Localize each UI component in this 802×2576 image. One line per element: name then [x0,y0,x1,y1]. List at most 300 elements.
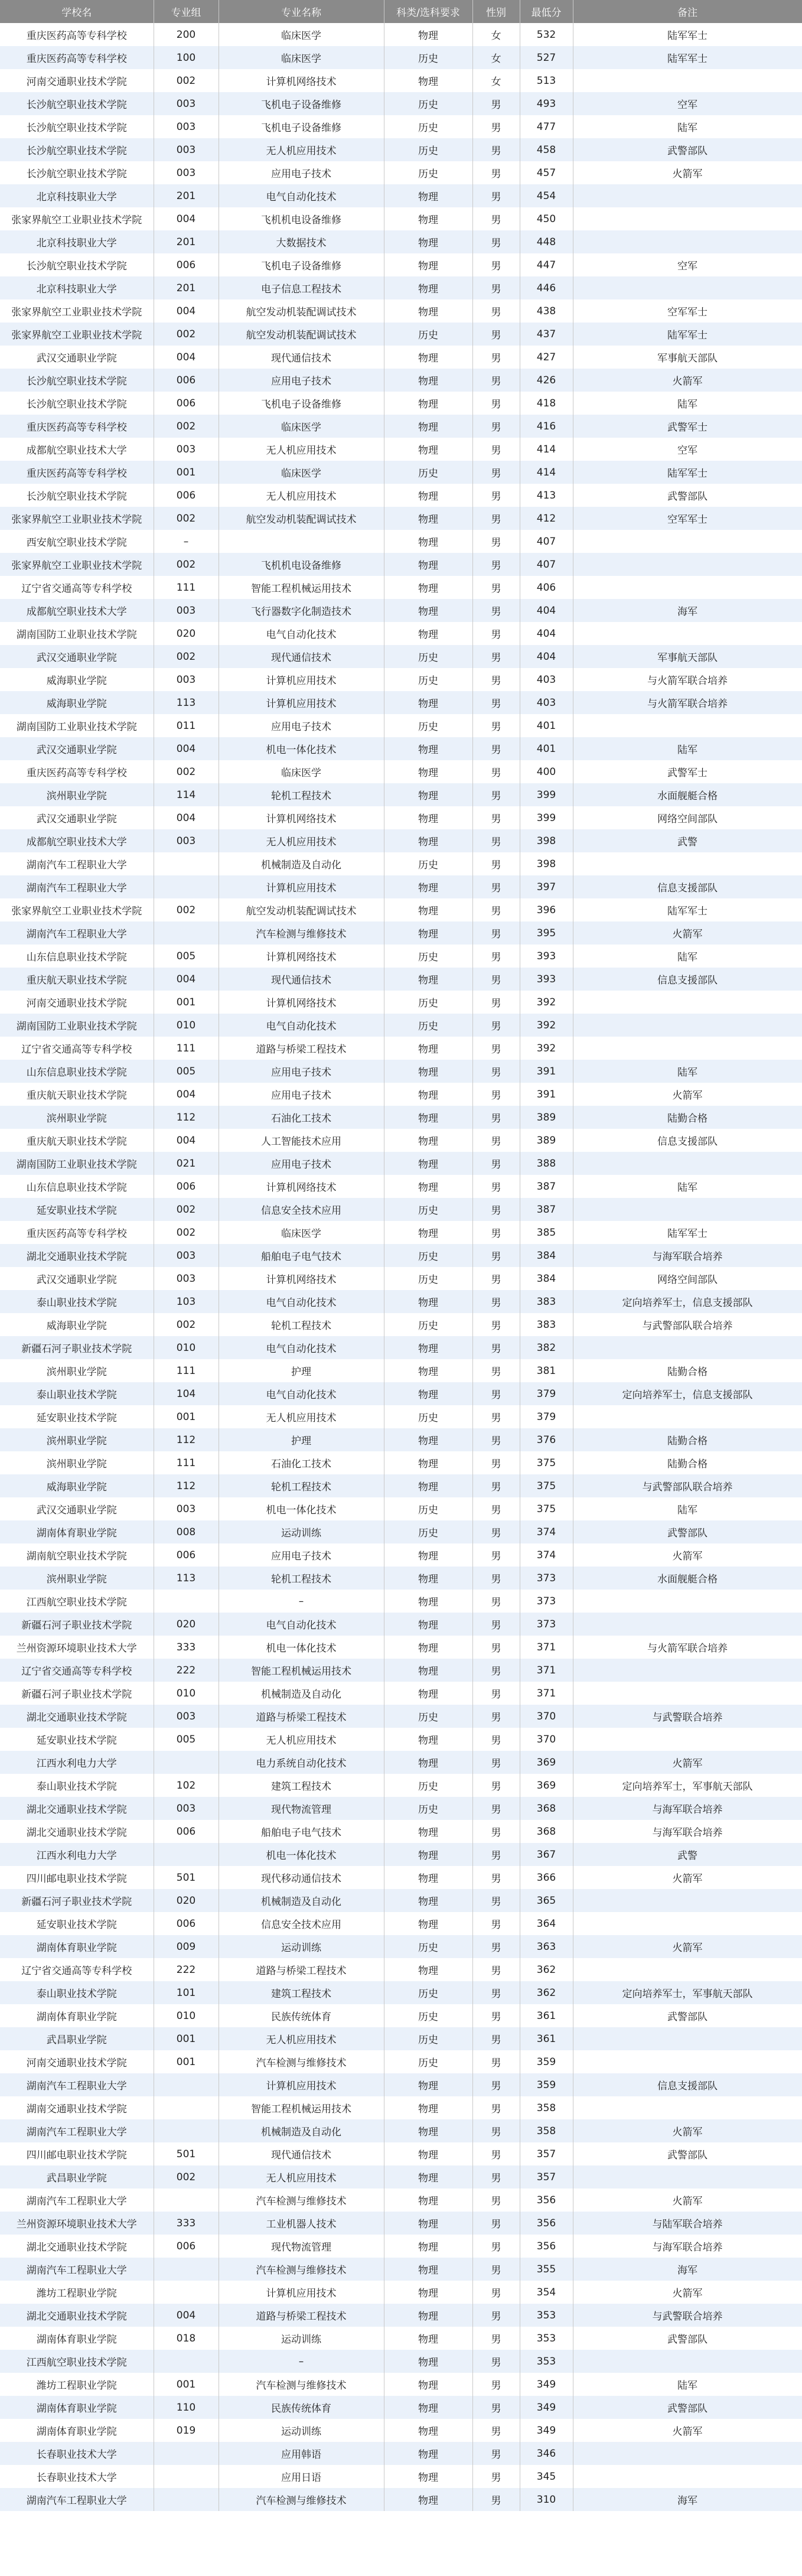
school-cell: 山东信息职业技术学院 [0,945,154,968]
school-cell: 滨州职业学院 [0,783,154,806]
gender-cell: 男 [472,115,520,138]
min-score-cell: 404 [520,599,573,622]
notes-cell: 与火箭军联合培养 [573,691,802,714]
gender-cell: 男 [472,1774,520,1797]
gender-cell: 男 [472,299,520,323]
gender-cell: 男 [472,2442,520,2465]
group-cell [154,2073,219,2096]
table-row [0,1774,802,1797]
subject-cell: 物理 [384,1175,472,1198]
table-row [0,2027,802,2050]
gender-cell: 男 [472,1152,520,1175]
min-score-cell: 395 [520,921,573,945]
gender-cell: 男 [472,2235,520,2258]
subject-cell: 物理 [384,1659,472,1682]
group-cell: 501 [154,2142,219,2165]
min-score-cell: 391 [520,1083,573,1106]
major-cell: 飞机电子设备维修 [219,253,384,276]
major-cell: 汽车检测与维修技术 [219,2373,384,2396]
group-cell: 005 [154,1060,219,1083]
min-score-cell: 373 [520,1567,573,1590]
major-cell: 民族传统体育 [219,2004,384,2027]
school-cell: 滨州职业学院 [0,1451,154,1474]
notes-cell [573,69,802,92]
table-row [0,507,802,530]
major-cell: 飞机电子设备维修 [219,92,384,115]
min-score-cell: 359 [520,2050,573,2073]
subject-cell: 物理 [384,2350,472,2373]
gender-cell: 男 [472,1820,520,1843]
school-cell: 长春职业技术大学 [0,2442,154,2465]
major-cell: 应用电子技术 [219,1083,384,1106]
major-cell: 道路与桥梁工程技术 [219,1958,384,1981]
subject-cell: 物理 [384,2304,472,2327]
min-score-cell: 363 [520,1935,573,1958]
min-score-cell: 426 [520,369,573,392]
table-row [0,2119,802,2142]
subject-cell: 物理 [384,1912,472,1935]
school-cell: 湖南交通职业技术学院 [0,2096,154,2119]
school-cell: 兰州资源环境职业技术大学 [0,2212,154,2235]
min-score-cell: 375 [520,1497,573,1520]
table-row [0,645,802,668]
table-row [0,1175,802,1198]
table-row [0,1037,802,1060]
table-row [0,1935,802,1958]
notes-cell: 火箭军 [573,369,802,392]
gender-cell: 女 [472,46,520,69]
subject-cell: 物理 [384,184,472,207]
group-cell: 201 [154,276,219,299]
table-row [0,1152,802,1175]
table-row [0,2096,802,2119]
subject-cell: 物理 [384,1843,472,1866]
table-row [0,968,802,991]
group-cell: 333 [154,1636,219,1659]
school-cell: 威海职业学院 [0,668,154,691]
gender-cell: 女 [472,23,520,46]
notes-cell: 武警部队 [573,138,802,161]
school-cell: 山东信息职业技术学院 [0,1175,154,1198]
school-cell: 新疆石河子职业技术学院 [0,1682,154,1705]
notes-cell: 与陆军联合培养 [573,2212,802,2235]
notes-cell: 火箭军 [573,2189,802,2212]
notes-cell [573,230,802,253]
subject-cell: 历史 [384,1797,472,1820]
subject-cell: 物理 [384,1682,472,1705]
table-row [0,2373,802,2396]
notes-cell [573,553,802,576]
notes-cell [573,1037,802,1060]
subject-cell: 物理 [384,1083,472,1106]
min-score-cell: 364 [520,1912,573,1935]
gender-cell: 男 [472,622,520,645]
table-row [0,253,802,276]
min-score-cell: 401 [520,737,573,760]
subject-cell: 物理 [384,829,472,852]
group-cell: 003 [154,829,219,852]
table-row [0,1590,802,1613]
table-row [0,599,802,622]
group-cell: 004 [154,968,219,991]
school-cell: 湖南汽车工程职业大学 [0,875,154,898]
subject-cell: 物理 [384,553,472,576]
notes-cell: 火箭军 [573,1083,802,1106]
min-score-cell: 388 [520,1152,573,1175]
table-row [0,1636,802,1659]
group-cell: 111 [154,576,219,599]
school-cell: 山东信息职业技术学院 [0,1060,154,1083]
gender-cell: 男 [472,2189,520,2212]
notes-cell: 陆勤合格 [573,1106,802,1129]
group-cell: 201 [154,184,219,207]
min-score-cell: 368 [520,1797,573,1820]
notes-cell: 武警部队 [573,2327,802,2350]
table-row [0,622,802,645]
school-cell: 新疆石河子职业技术学院 [0,1613,154,1636]
gender-cell: 男 [472,161,520,184]
gender-cell: 男 [472,1567,520,1590]
major-cell: 机械制造及自动化 [219,852,384,875]
gender-cell: 男 [472,2350,520,2373]
subject-cell: 物理 [384,438,472,461]
gender-cell: 男 [472,945,520,968]
gender-cell: 男 [472,530,520,553]
school-cell: 张家界航空工业职业技术学院 [0,507,154,530]
gender-cell: 男 [472,1336,520,1359]
group-cell: 008 [154,1520,219,1543]
gender-cell: 男 [472,207,520,230]
major-cell: 汽车检测与维修技术 [219,2189,384,2212]
table-row [0,2004,802,2027]
table-row [0,875,802,898]
min-score-cell: 392 [520,991,573,1014]
table-row [0,392,802,415]
min-score-cell: 412 [520,507,573,530]
notes-cell: 陆军 [573,1175,802,1198]
group-cell [154,2189,219,2212]
school-cell: 河南交通职业技术学院 [0,2050,154,2073]
major-cell: 计算机网络技术 [219,69,384,92]
subject-cell: 物理 [384,2142,472,2165]
min-score-cell: 448 [520,230,573,253]
table-row [0,1221,802,1244]
group-cell [154,852,219,875]
school-cell: 长沙航空职业技术学院 [0,92,154,115]
gender-cell: 男 [472,392,520,415]
major-cell: 应用电子技术 [219,369,384,392]
table-row [0,2281,802,2304]
min-score-cell: 447 [520,253,573,276]
major-cell: – [219,2350,384,2373]
group-cell: 003 [154,1497,219,1520]
school-cell: 辽宁省交通高等专科学校 [0,1037,154,1060]
notes-cell: 与海军联合培养 [573,2235,802,2258]
major-cell: 应用电子技术 [219,714,384,737]
group-cell: 004 [154,299,219,323]
group-cell: 004 [154,346,219,369]
gender-cell: 男 [472,2050,520,2073]
subject-cell: 物理 [384,1037,472,1060]
subject-cell: 历史 [384,1198,472,1221]
table-row [0,1451,802,1474]
table-row [0,1359,802,1382]
group-cell: 110 [154,2396,219,2419]
gender-cell: 男 [472,1037,520,1060]
major-cell: 无人机应用技术 [219,484,384,507]
min-score-cell: 369 [520,1751,573,1774]
gender-cell: 男 [472,2488,520,2511]
table-row [0,1014,802,1037]
notes-cell: 与武警部队联合培养 [573,1474,802,1497]
subject-cell: 物理 [384,1336,472,1359]
notes-cell [573,2027,802,2050]
min-score-cell: 362 [520,1958,573,1981]
table-row [0,1820,802,1843]
gender-cell: 男 [472,1083,520,1106]
group-cell: 006 [154,1820,219,1843]
group-cell: 002 [154,2165,219,2189]
min-score-cell: 396 [520,898,573,921]
major-cell: 电气自动化技术 [219,1382,384,1405]
gender-cell: 男 [472,276,520,299]
gender-cell: 男 [472,2027,520,2050]
notes-cell [573,184,802,207]
major-cell: 石油化工技术 [219,1451,384,1474]
notes-cell: 信息支援部队 [573,2073,802,2096]
min-score-cell: 371 [520,1636,573,1659]
subject-cell: 物理 [384,599,472,622]
major-cell: 民族传统体育 [219,2396,384,2419]
school-cell: 武汉交通职业学院 [0,1497,154,1520]
min-score-cell: 349 [520,2373,573,2396]
min-score-cell: 414 [520,461,573,484]
notes-cell: 空军 [573,92,802,115]
gender-cell: 男 [472,1359,520,1382]
group-cell: 003 [154,115,219,138]
gender-cell: 男 [472,1129,520,1152]
notes-cell: 火箭军 [573,1935,802,1958]
major-cell: 计算机网络技术 [219,991,384,1014]
subject-cell: 物理 [384,875,472,898]
subject-cell: 物理 [384,1451,472,1474]
subject-cell: 历史 [384,645,472,668]
group-cell: 002 [154,553,219,576]
gender-cell: 男 [472,760,520,783]
group-cell: 100 [154,46,219,69]
group-cell: 006 [154,253,219,276]
group-cell [154,1843,219,1866]
table-row [0,115,802,138]
subject-cell: 物理 [384,507,472,530]
major-cell: 现代通信技术 [219,2142,384,2165]
group-cell: 018 [154,2327,219,2350]
notes-cell: 陆军 [573,737,802,760]
major-cell: 航空发动机装配调试技术 [219,299,384,323]
group-cell [154,2096,219,2119]
notes-cell: 与火箭军联合培养 [573,668,802,691]
gender-cell: 男 [472,1060,520,1083]
min-score-cell: 361 [520,2027,573,2050]
notes-cell [573,1590,802,1613]
group-cell: 004 [154,806,219,829]
group-cell: 002 [154,760,219,783]
group-cell: 003 [154,1267,219,1290]
gender-cell: 男 [472,991,520,1014]
gender-cell: 男 [472,2419,520,2442]
school-cell: 湖北交通职业技术学院 [0,1797,154,1820]
min-score-cell: 362 [520,1981,573,2004]
table-row [0,1198,802,1221]
table-row [0,1520,802,1543]
table-row [0,921,802,945]
subject-cell: 历史 [384,1935,472,1958]
table-row [0,346,802,369]
table-row [0,1106,802,1129]
gender-cell: 男 [472,415,520,438]
min-score-cell: 389 [520,1106,573,1129]
table-row [0,1797,802,1820]
table-row [0,369,802,392]
subject-cell: 历史 [384,1981,472,2004]
header-major: 专业名称 [219,0,384,23]
subject-cell: 物理 [384,1106,472,1129]
school-cell: 湖南体育职业学院 [0,2396,154,2419]
major-cell: 船舶电子电气技术 [219,1820,384,1843]
group-cell [154,875,219,898]
major-cell: 建筑工程技术 [219,1774,384,1797]
gender-cell: 男 [472,599,520,622]
notes-cell: 陆军军士 [573,1221,802,1244]
min-score-cell: 356 [520,2235,573,2258]
major-cell: 无人机应用技术 [219,1405,384,1428]
subject-cell: 物理 [384,2189,472,2212]
group-cell: 002 [154,1221,219,1244]
notes-cell [573,207,802,230]
school-cell: 滨州职业学院 [0,1567,154,1590]
group-cell: 004 [154,1083,219,1106]
min-score-cell: 446 [520,276,573,299]
gender-cell: 男 [472,1474,520,1497]
notes-cell: 与武警联合培养 [573,2304,802,2327]
subject-cell: 物理 [384,576,472,599]
notes-cell: 陆军 [573,2373,802,2396]
gender-cell: 男 [472,253,520,276]
table-row [0,898,802,921]
group-cell: 003 [154,138,219,161]
school-cell: 湖南汽车工程职业大学 [0,2073,154,2096]
subject-cell: 物理 [384,207,472,230]
group-cell: 004 [154,737,219,760]
table-row [0,46,802,69]
school-cell: 湖南体育职业学院 [0,2327,154,2350]
gender-cell: 男 [472,921,520,945]
group-cell: 003 [154,438,219,461]
major-cell: 石油化工技术 [219,1106,384,1129]
min-score-cell: 379 [520,1405,573,1428]
notes-cell: 空军军士 [573,507,802,530]
table-row [0,1659,802,1682]
min-score-cell: 353 [520,2304,573,2327]
subject-cell: 物理 [384,2373,472,2396]
group-cell [154,921,219,945]
gender-cell: 男 [472,1497,520,1520]
header-gender: 性别 [472,0,520,23]
table-row [0,23,802,46]
notes-cell: 火箭军 [573,2281,802,2304]
min-score-cell: 375 [520,1474,573,1497]
gender-cell: 男 [472,461,520,484]
subject-cell: 物理 [384,1129,472,1152]
group-cell: 103 [154,1290,219,1313]
table-row [0,2189,802,2212]
subject-cell: 物理 [384,2327,472,2350]
group-cell: 006 [154,392,219,415]
school-cell: 湖南汽车工程职业大学 [0,2258,154,2281]
table-row [0,1613,802,1636]
major-cell: 智能工程机械运用技术 [219,576,384,599]
subject-cell: 物理 [384,691,472,714]
major-cell: 应用韩语 [219,2442,384,2465]
subject-cell: 物理 [384,299,472,323]
major-cell: 临床医学 [219,461,384,484]
gender-cell: 男 [472,668,520,691]
subject-cell: 物理 [384,392,472,415]
school-cell: 湖北交通职业技术学院 [0,2235,154,2258]
min-score-cell: 414 [520,438,573,461]
group-cell: 001 [154,2027,219,2050]
subject-cell: 物理 [384,760,472,783]
major-cell: 计算机应用技术 [219,668,384,691]
subject-cell: 物理 [384,898,472,921]
group-cell: 002 [154,645,219,668]
subject-cell: 物理 [384,1060,472,1083]
min-score-cell: 513 [520,69,573,92]
school-cell: 江西水利电力大学 [0,1751,154,1774]
major-cell: 计算机网络技术 [219,1175,384,1198]
school-cell: 成都航空职业技术大学 [0,438,154,461]
group-cell: 019 [154,2419,219,2442]
major-cell: 应用日语 [219,2465,384,2488]
major-cell: 电子信息工程技术 [219,276,384,299]
subject-cell: 物理 [384,921,472,945]
gender-cell: 男 [472,1244,520,1267]
subject-cell: 历史 [384,1705,472,1728]
gender-cell: 男 [472,2119,520,2142]
min-score-cell: 392 [520,1037,573,1060]
group-cell [154,2442,219,2465]
gender-cell: 男 [472,553,520,576]
school-cell: 江西水利电力大学 [0,1843,154,1866]
subject-cell: 物理 [384,737,472,760]
group-cell: 114 [154,783,219,806]
school-cell: 延安职业技术学院 [0,1912,154,1935]
min-score-cell: 437 [520,323,573,346]
major-cell: 汽车检测与维修技术 [219,2050,384,2073]
major-cell: 道路与桥梁工程技术 [219,2304,384,2327]
min-score-cell: 393 [520,968,573,991]
table-row [0,1889,802,1912]
table-row [0,1083,802,1106]
min-score-cell: 387 [520,1198,573,1221]
notes-cell: 武警部队 [573,2396,802,2419]
notes-cell: 定向培养军士，军事航天部队 [573,1774,802,1797]
notes-cell: 空军 [573,253,802,276]
min-score-cell: 400 [520,760,573,783]
min-score-cell: 357 [520,2165,573,2189]
group-cell: 111 [154,1037,219,1060]
school-cell: 湖南航空职业技术学院 [0,1543,154,1567]
